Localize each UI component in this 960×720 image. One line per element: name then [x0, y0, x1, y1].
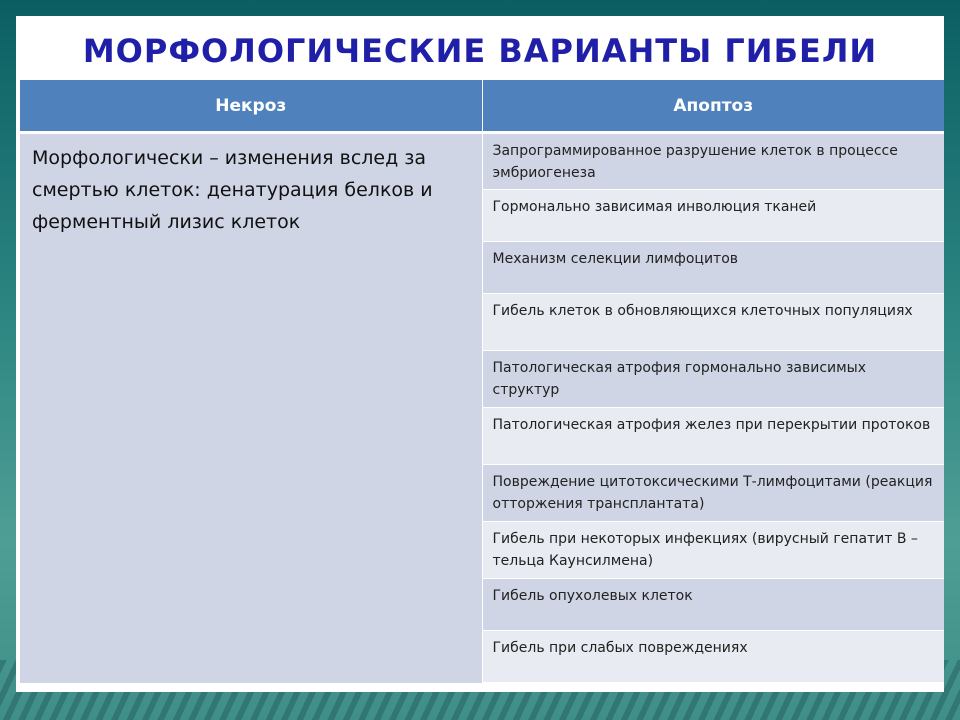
apoptosis-item: Гибель клеток в обновляющихся клеточных популяциях — [482, 294, 944, 351]
slide — [16, 16, 944, 692]
cell-death-table — [20, 80, 944, 683]
apoptosis-item: Запрограммированное разрушение клеток в процессе эмбриогенеза — [482, 133, 944, 190]
table-row — [20, 133, 944, 190]
table-header-row — [20, 80, 944, 133]
apoptosis-item: Механизм селекции лимфоцитов — [482, 242, 944, 294]
apoptosis-item-highlighted: Патологическая атрофия желез при перекрытии протоков — [482, 408, 944, 465]
header-necrosis: Некроз — [20, 80, 482, 133]
necrosis-description: Морфологически – изменения вслед за смертью клеток: денатурация белков и ферментный лизис клеток — [20, 133, 482, 683]
apoptosis-item-highlighted: Гибель при некоторых инфекциях (вирусный гепатит В – тельца Каунсилмена) — [482, 522, 944, 579]
apoptosis-item-highlighted: Патологическая атрофия гормонально зависимых структур — [482, 351, 944, 408]
apoptosis-item: Гормонально зависимая инволюция тканей — [482, 190, 944, 242]
header-apoptosis: Апоптоз — [482, 80, 944, 133]
apoptosis-item-highlighted: Гибель опухолевых клеток — [482, 579, 944, 631]
apoptosis-item-highlighted: Гибель при слабых повреждениях — [482, 631, 944, 683]
apoptosis-item-highlighted: Повреждение цитотоксическими Т-лимфоцитами (реакция отторжения трансплантата) — [482, 465, 944, 522]
slide-title: МОРФОЛОГИЧЕСКИЕ ВАРИАНТЫ ГИБЕЛИ — [82, 32, 878, 70]
